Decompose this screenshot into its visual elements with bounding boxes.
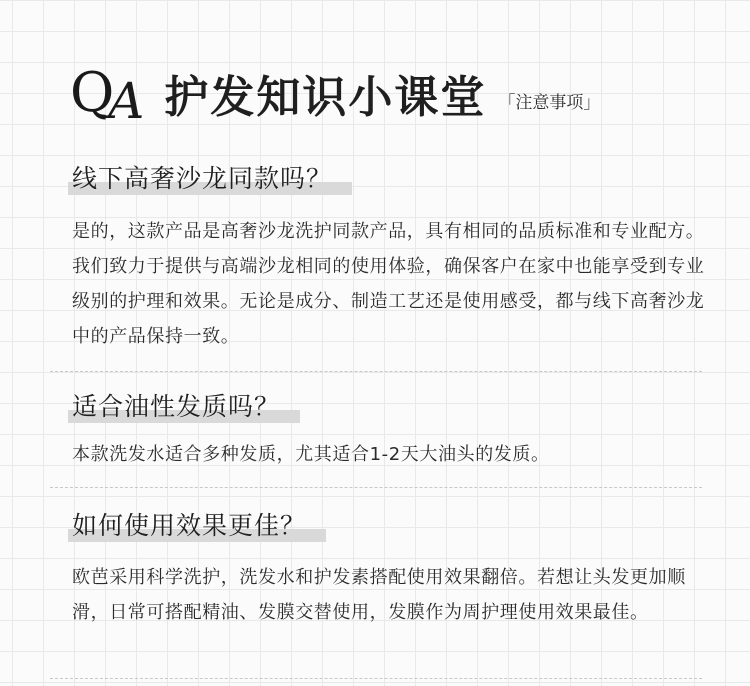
qa-logo-q: Q — [70, 61, 109, 124]
faq-question-3-text: 如何使用效果更佳？ — [72, 511, 307, 540]
section-divider-1 — [50, 371, 702, 372]
faq-question-2 — [72, 391, 286, 425]
note-label — [498, 88, 600, 113]
qa-logo — [70, 61, 139, 130]
header — [70, 61, 601, 130]
qa-logo-a: A — [108, 72, 139, 130]
note-bracket-open: 「 — [498, 92, 516, 113]
note-text: 注意事项 — [515, 92, 584, 113]
section-divider-2 — [50, 487, 702, 488]
faq-answer-3: 欧芭采用科学洗护，洗发水和护发素搭配使用效果翻倍。若想让头发更加顺滑，日常可搭配精油、发膜交替使用，发膜作为周护理使用效果最佳。 — [72, 567, 686, 623]
faq-answer-2: 本款洗发水适合多种发质，尤其适合1-2天大油头的发质。 — [72, 444, 550, 465]
faq-question-1-text: 线下高奢沙龙同款吗？ — [72, 164, 333, 193]
note-bracket-close: 」 — [583, 92, 601, 113]
faq-answer-1: 是的，这款产品是高奢沙龙洗护同款产品，具有相同的品质标准和专业配方。我们致力于提供与高端沙龙相同的使用体验，确保客户在家中也能享受到专业级别的护理和效果。无论是成分、制造工艺还是使用感受，都与线下高奢沙龙中的产品保持一致。 — [72, 221, 705, 347]
faq-question-1 — [72, 163, 338, 197]
section-divider-3 — [50, 678, 702, 679]
faq-question-3 — [72, 510, 312, 544]
page-title: 护发知识小课堂 — [164, 72, 487, 123]
faq-question-2-text: 适合油性发质吗？ — [72, 392, 281, 421]
